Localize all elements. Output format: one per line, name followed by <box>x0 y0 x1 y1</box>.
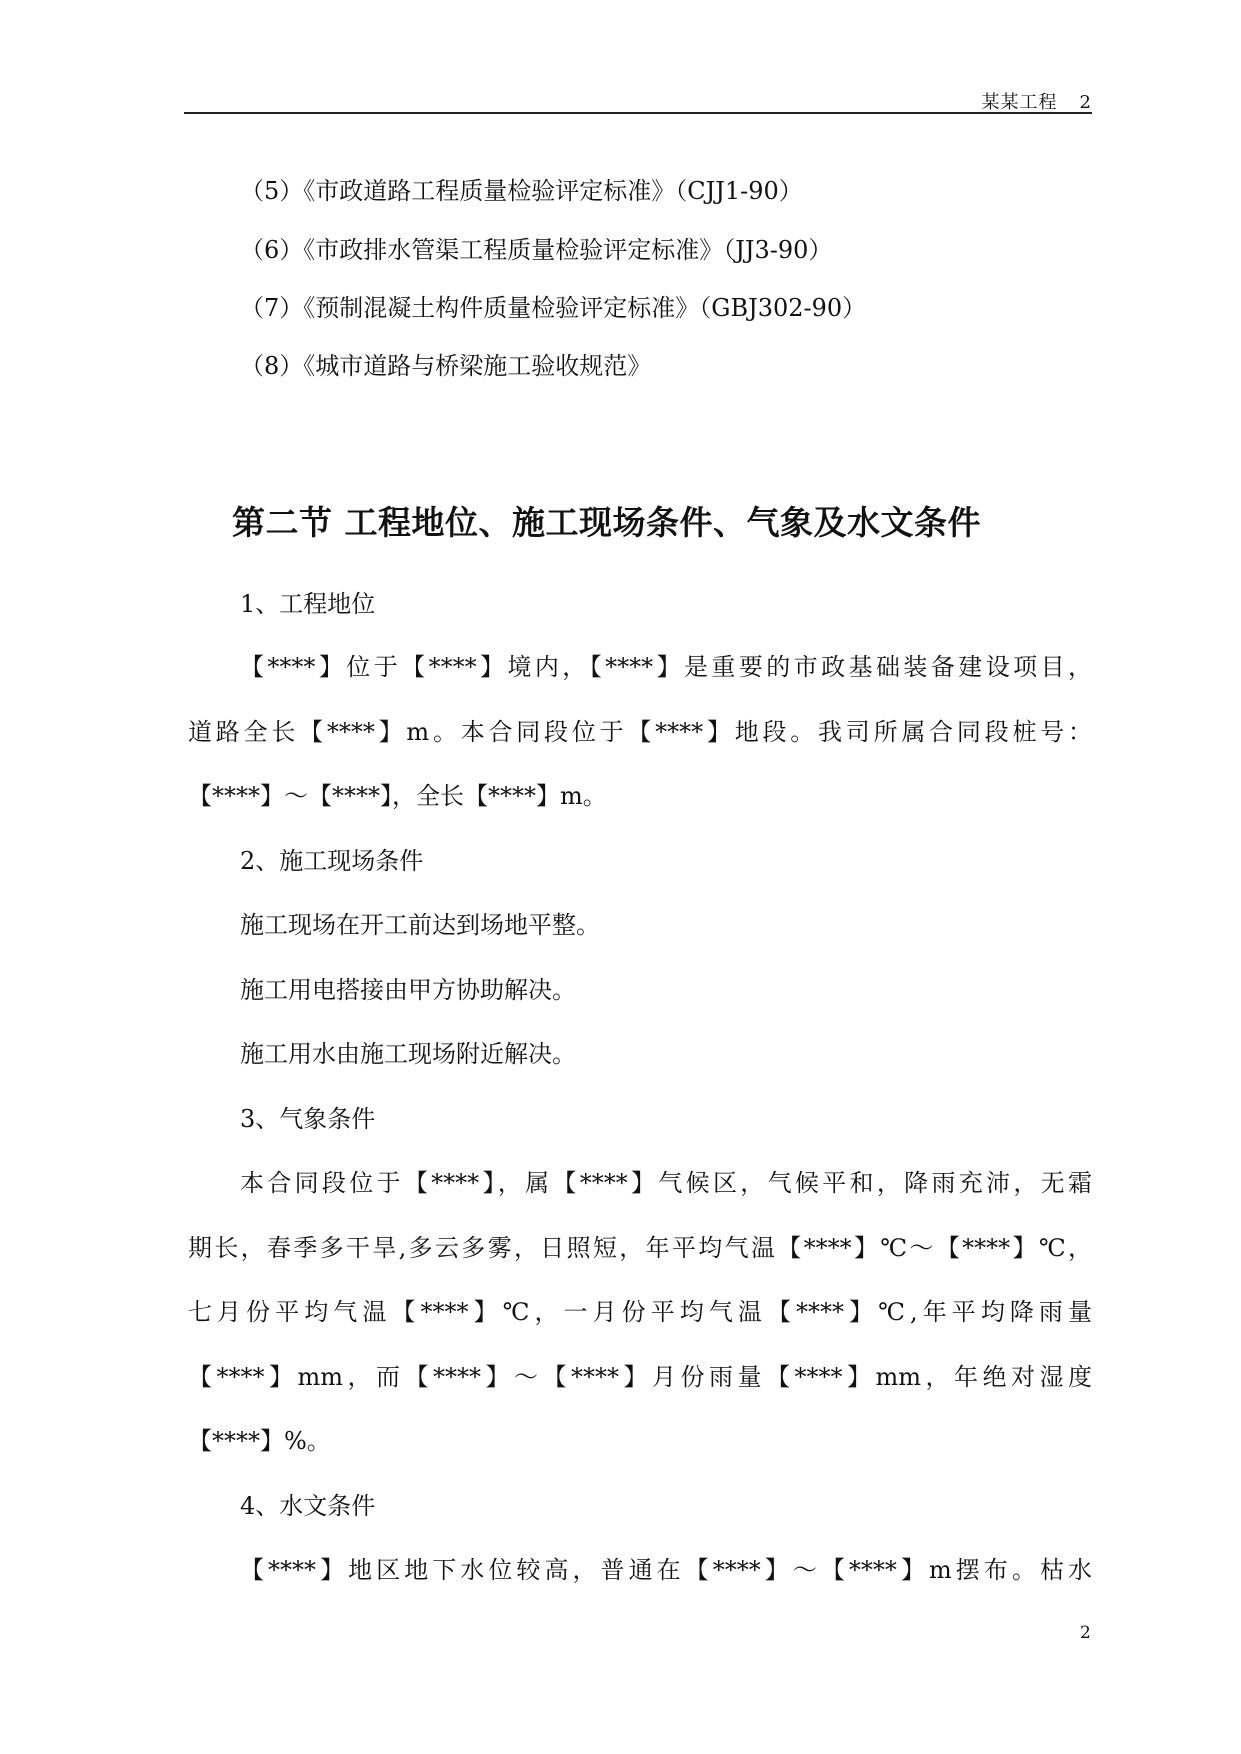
subsection-heading: 2、施工现场条件 <box>240 847 424 875</box>
section-title: 第二节 工程地位、施工现场条件、气象及水文条件 <box>232 503 981 542</box>
subsection-heading: 4、水文条件 <box>240 1492 376 1520</box>
reference-item: （7）《预制混凝土构件质量检验评定标准》（GBJ302-90） <box>240 294 867 322</box>
paragraph-line: 七月份平均气温【****】℃，一月份平均气温【****】℃,年平均降雨量 <box>188 1298 1092 1326</box>
paragraph-line: 施工用水由施工现场附近解决。 <box>240 1040 576 1068</box>
reference-item: （5）《市政道路工程质量检验评定标准》（CJJ1-90） <box>240 177 803 205</box>
paragraph-line: 【****】地区地下水位较高，普通在【****】～【****】m摆布。枯水 <box>240 1556 1092 1584</box>
paragraph-line: 本合同段位于【****】，属【****】气候区，气候平和，降雨充沛，无霜 <box>240 1169 1092 1197</box>
reference-item: （6）《市政排水管渠工程质量检验评定标准》（JJ3-90） <box>240 236 833 264</box>
reference-item: （8）《城市道路与桥梁施工验收规范》 <box>240 352 652 380</box>
paragraph-line: 施工用电搭接由甲方协助解决。 <box>240 976 576 1004</box>
footer-page-number: 2 <box>1080 1623 1091 1643</box>
header-title: 某某工程 <box>981 92 1058 113</box>
paragraph-line: 【****】%。 <box>188 1427 331 1455</box>
paragraph-line: 施工现场在开工前达到场地平整。 <box>240 911 600 939</box>
paragraph-line: 期长，春季多干旱,多云多雾，日照短，年平均气温【****】℃～【****】℃， <box>188 1234 1092 1262</box>
paragraph-line: 【****】位于【****】境内，【****】是重要的市政基础装备建设项目， <box>240 653 1092 681</box>
subsection-heading: 1、工程地位 <box>240 590 376 618</box>
paragraph-line: 【****】～【****】，全长【****】m。 <box>188 782 607 810</box>
paragraph-line: 道路全长【****】m。本合同段位于【****】地段。我司所属合同段桩号： <box>188 718 1092 746</box>
paragraph-line: 【****】mm，而【****】～【****】月份雨量【****】mm，年绝对湿度 <box>188 1363 1092 1391</box>
subsection-heading: 3、气象条件 <box>240 1105 376 1133</box>
page-header <box>184 82 1092 114</box>
header-page-number: 2 <box>1079 92 1092 113</box>
